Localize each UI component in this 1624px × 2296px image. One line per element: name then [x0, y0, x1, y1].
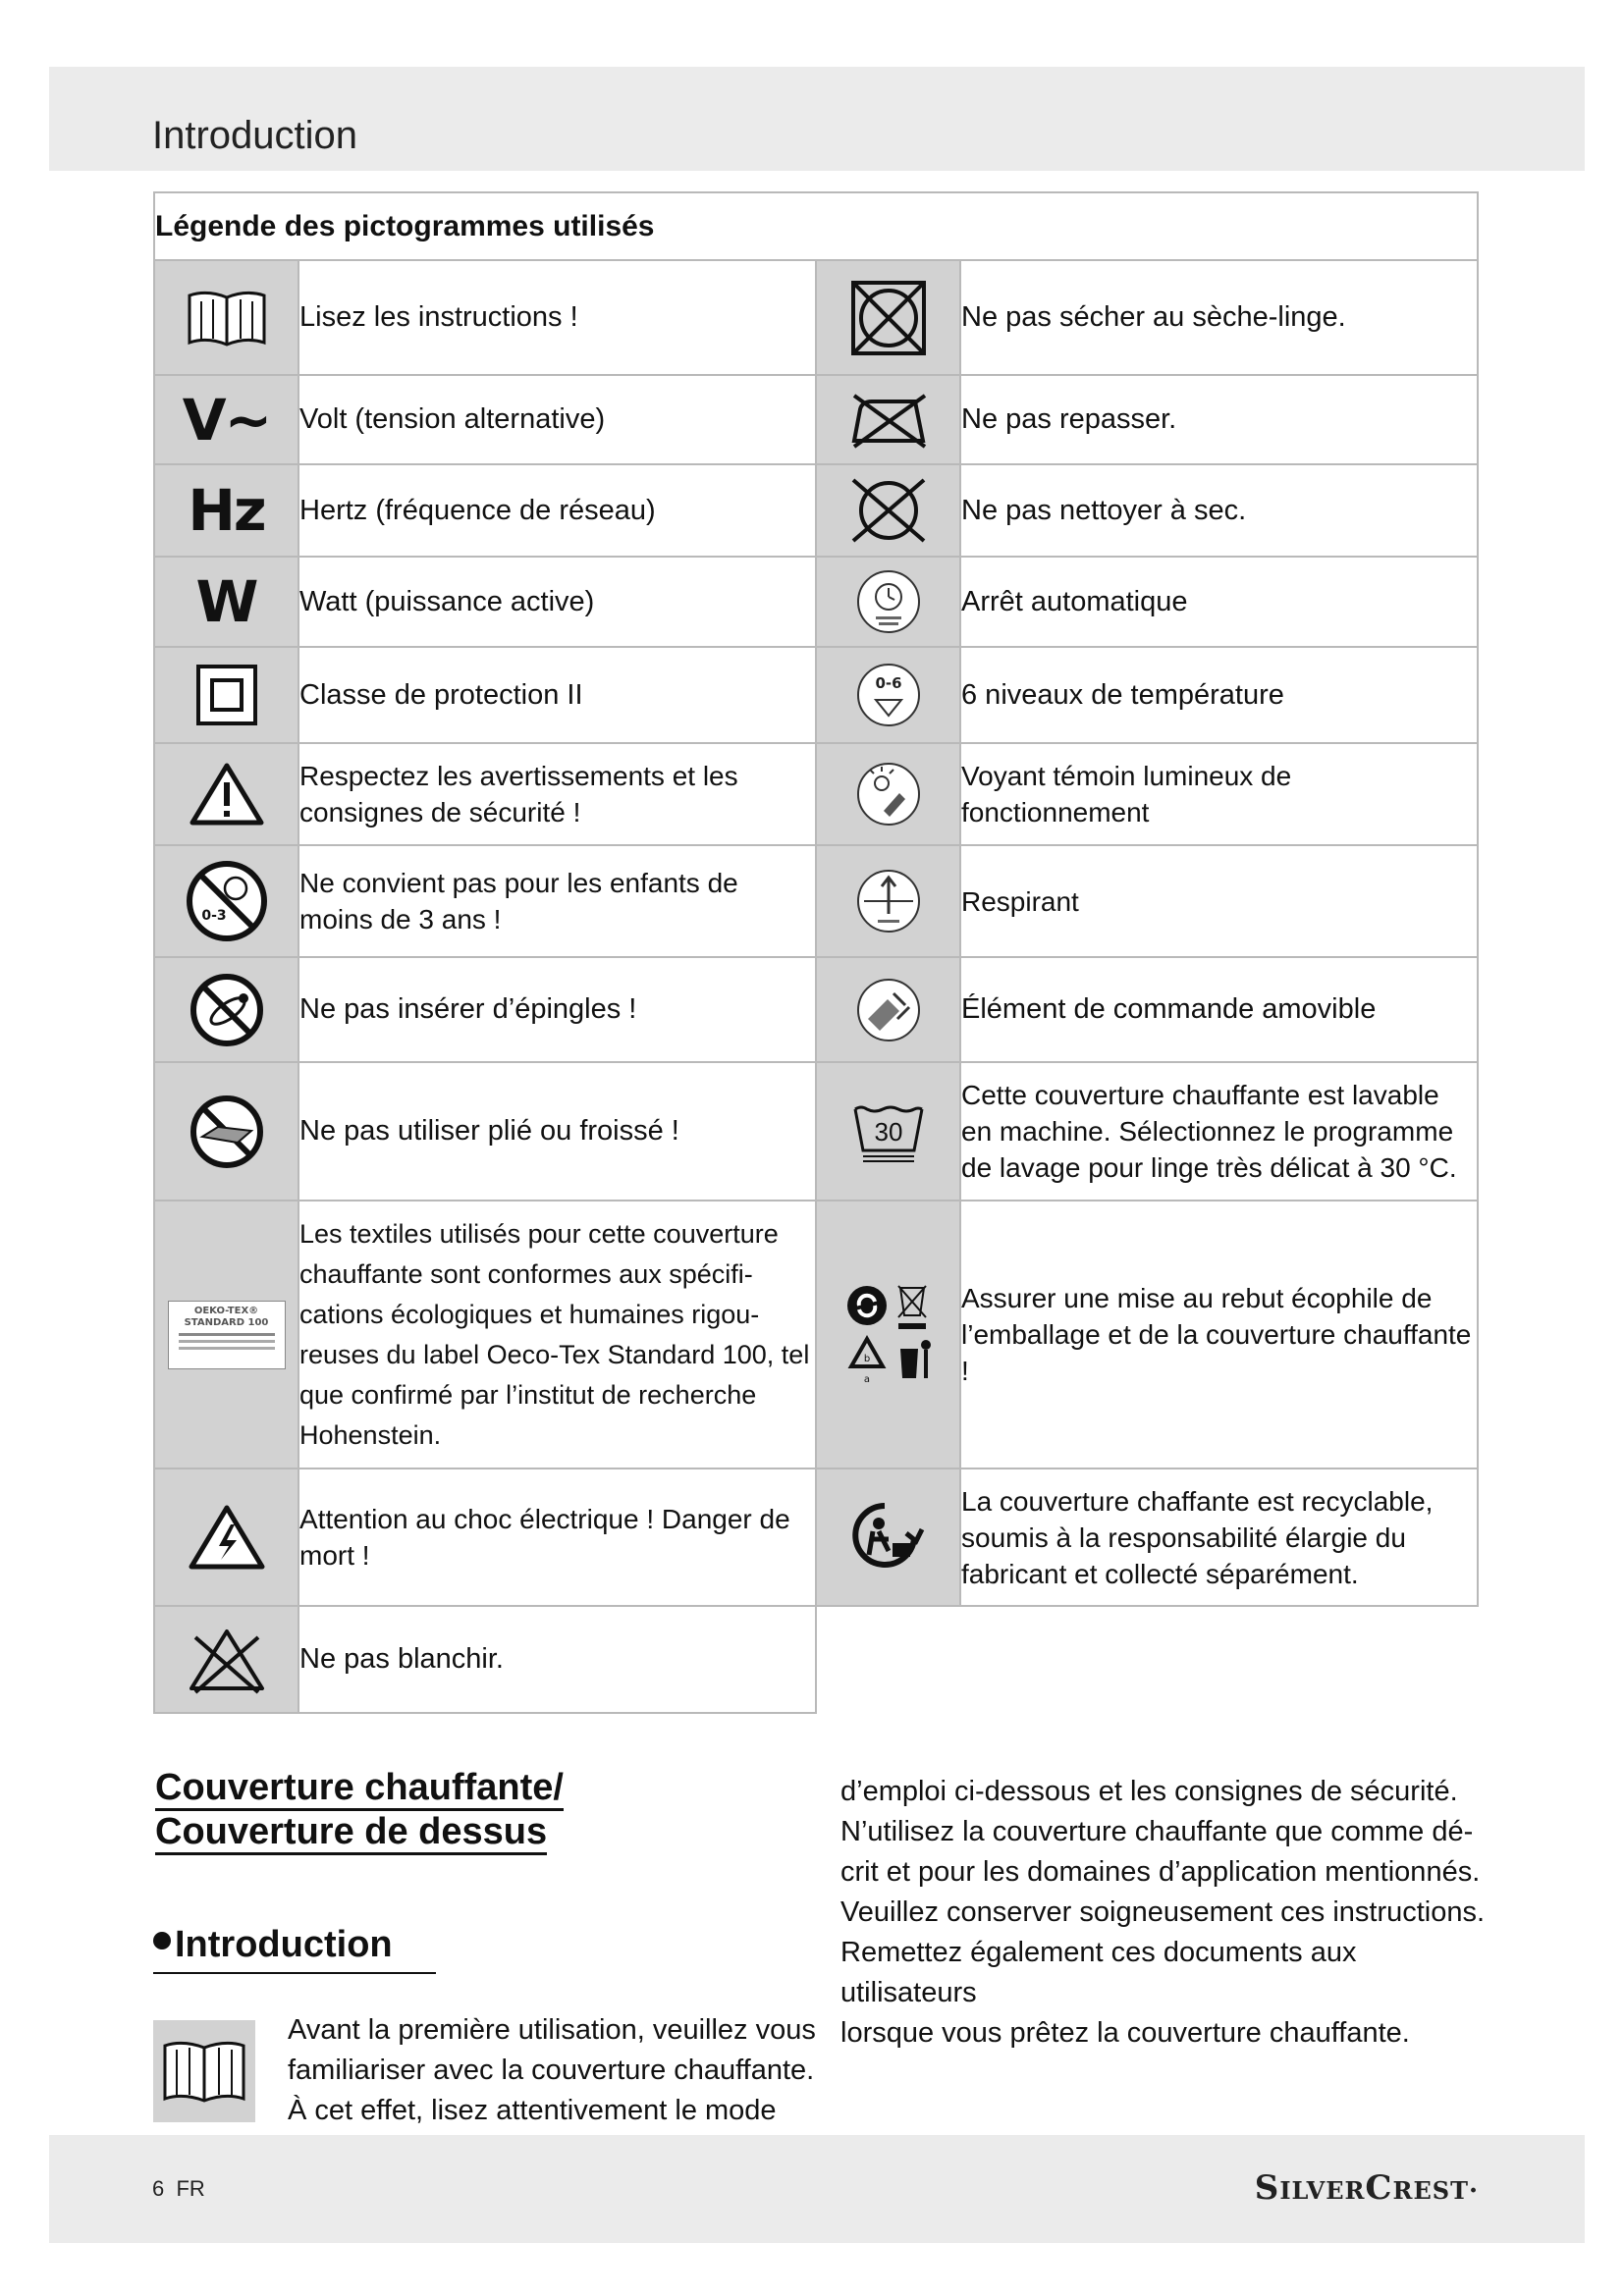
svg-text:b: b: [863, 1353, 870, 1364]
footer-band: [49, 2135, 1585, 2243]
legend-row: [154, 1468, 1478, 1606]
intro-text-left: [288, 2010, 818, 2131]
removable-control-icon: [854, 976, 923, 1044]
brand-name: SilverCrest: [1254, 2168, 1469, 2208]
legend-text: Lisez les instructions !: [298, 260, 816, 375]
no-folding-icon: [189, 1094, 265, 1170]
book-icon: [186, 288, 268, 348]
legend-row: [154, 743, 1478, 845]
legend-row: [154, 375, 1478, 464]
eco-disposal-icon: [839, 1276, 938, 1394]
legend-text: Hertz (fréquence de réseau): [298, 464, 816, 557]
protection-class-ii-icon: [195, 664, 258, 726]
brand-logo: SilverCrest·: [1254, 2168, 1479, 2208]
legend-row: [154, 260, 1478, 375]
indicator-light-icon: [854, 760, 923, 828]
legend-text: Arrêt automatique: [960, 557, 1478, 647]
no-ironing-icon: [846, 390, 931, 451]
electric-shock-icon: [188, 1503, 266, 1572]
book-icon: [153, 2020, 255, 2122]
pictogram-legend-table: [153, 191, 1479, 1714]
hertz-icon: Hz: [188, 477, 265, 544]
legend-text: Ne convient pas pour les enfants de moins de 3 ans !: [298, 845, 816, 957]
legend-row: [154, 845, 1478, 957]
section-heading-line1: Couverture chauffante/: [155, 1767, 564, 1811]
subsection-heading-text: Introduction: [175, 1924, 393, 1965]
legend-row: [154, 647, 1478, 743]
page-title: Introduction: [152, 114, 358, 157]
not-for-children-icon: [185, 859, 269, 943]
no-tumble-dry-icon: [847, 277, 930, 359]
legend-text: Attention au choc électrique ! Danger de mort !: [298, 1468, 816, 1606]
no-pins-icon: [189, 972, 265, 1048]
intro-line: crit et pour les domaines d’application mentionnés.: [840, 1856, 1481, 1888]
legend-text: Ne pas sécher au sèche-linge.: [960, 260, 1478, 375]
auto-off-icon: [854, 567, 923, 636]
no-dry-clean-icon: [847, 476, 930, 545]
intro-line: d’emploi ci-dessous et les consignes de sécurité.: [840, 1776, 1458, 1807]
oeko-tex-label-text: OEKO-TEX® STANDARD 100: [184, 1305, 269, 1328]
intro-line: Remettez également ces documents aux utilisateurs: [840, 1937, 1357, 2008]
legend-row: [154, 557, 1478, 647]
header-band: [49, 67, 1585, 171]
legend-text: Ne pas nettoyer à sec.: [960, 464, 1478, 557]
intro-line: N’utilisez la couverture chauffante que comme dé-: [840, 1816, 1474, 1847]
oeko-tex-label-icon: [168, 1301, 286, 1369]
bullet-icon: [153, 1932, 171, 1949]
temperature-levels-label: 0-6: [874, 674, 902, 692]
legend-text: Ne pas repasser.: [960, 375, 1478, 464]
legend-text: Ne pas blanchir.: [298, 1606, 816, 1713]
volt-icon: V~: [182, 386, 271, 454]
recycling-triman-icon: [849, 1500, 928, 1575]
temperature-levels-icon: [854, 661, 923, 729]
subsection-underline: [153, 1972, 436, 1974]
no-bleach-icon: [188, 1626, 266, 1694]
legend-caption-row: [154, 192, 1478, 260]
intro-book-icon-box: [153, 2020, 255, 2122]
section-heading-line2: Couverture de dessus: [155, 1811, 547, 1855]
section-heading: [155, 1767, 564, 1855]
legend-text: Assurer une mise au rebut écophile de l’emballage et de la couverture chauffante !: [960, 1201, 1478, 1468]
age-label: 0-3: [200, 908, 227, 924]
legend-text: Ne pas utiliser plié ou froissé !: [298, 1062, 816, 1201]
legend-text: Respectez les avertissements et les consignes de sécurité !: [298, 743, 816, 845]
legend-text: Cette couverture chauffante est lavable en machine. Sélectionnez le programme de lavage pour linge très délicat à 30 °C.: [960, 1062, 1478, 1201]
legend-text: Voyant témoin lumineux de fonctionnement: [960, 743, 1478, 845]
legend-row: [154, 1062, 1478, 1201]
legend-text: Les textiles utilisés pour cette couverture chauffante sont conformes aux spécifi-cations écologiques et humaines rigou-reuses du label Oeco-Tex Standard 100, tel que confirmé par l’institut de recherche Hohenstein.: [298, 1201, 816, 1468]
legend-row: [154, 464, 1478, 557]
intro-line: À cet effet, lisez attentivement le mode: [288, 2095, 777, 2126]
intro-line: lorsque vous prêtez la couverture chauffante.: [840, 2017, 1410, 2049]
legend-text: La couverture chaffante est recyclable, soumis à la responsabilité élargie du fabricant et collecté séparément.: [960, 1468, 1478, 1606]
legend-text: Classe de protection II: [298, 647, 816, 743]
legend-text: Volt (tension alternative): [298, 375, 816, 464]
legend-text: Watt (puissance active): [298, 557, 816, 647]
legend-text: Respirant: [960, 845, 1478, 957]
intro-text-right: [840, 1772, 1489, 2054]
subsection-heading: [153, 1924, 393, 1966]
page-number: 6: [152, 2176, 165, 2201]
breathable-icon: [854, 867, 923, 935]
legend-text: 6 niveaux de température: [960, 647, 1478, 743]
washing-30-icon: [849, 1099, 928, 1164]
legend-row: [154, 957, 1478, 1062]
legend-caption: Légende des pictogrammes utilisés: [154, 192, 1478, 260]
legend-row: [154, 1201, 1478, 1468]
intro-line: Avant la première utilisation, veuillez vous: [288, 2014, 816, 2046]
wash-temperature-label: 30: [874, 1116, 902, 1147]
watt-icon: W: [195, 568, 257, 635]
svg-text:a: a: [863, 1373, 870, 1385]
legend-row: [154, 1606, 1478, 1713]
intro-line: familiariser avec la couverture chauffante.: [288, 2055, 815, 2086]
warning-icon: [189, 761, 265, 828]
language-code: FR: [176, 2176, 205, 2201]
legend-text: Ne pas insérer d’épingles !: [298, 957, 816, 1062]
intro-line: Veuillez conserver soigneusement ces instructions.: [840, 1896, 1486, 1928]
legend-text: Élément de commande amovible: [960, 957, 1478, 1062]
